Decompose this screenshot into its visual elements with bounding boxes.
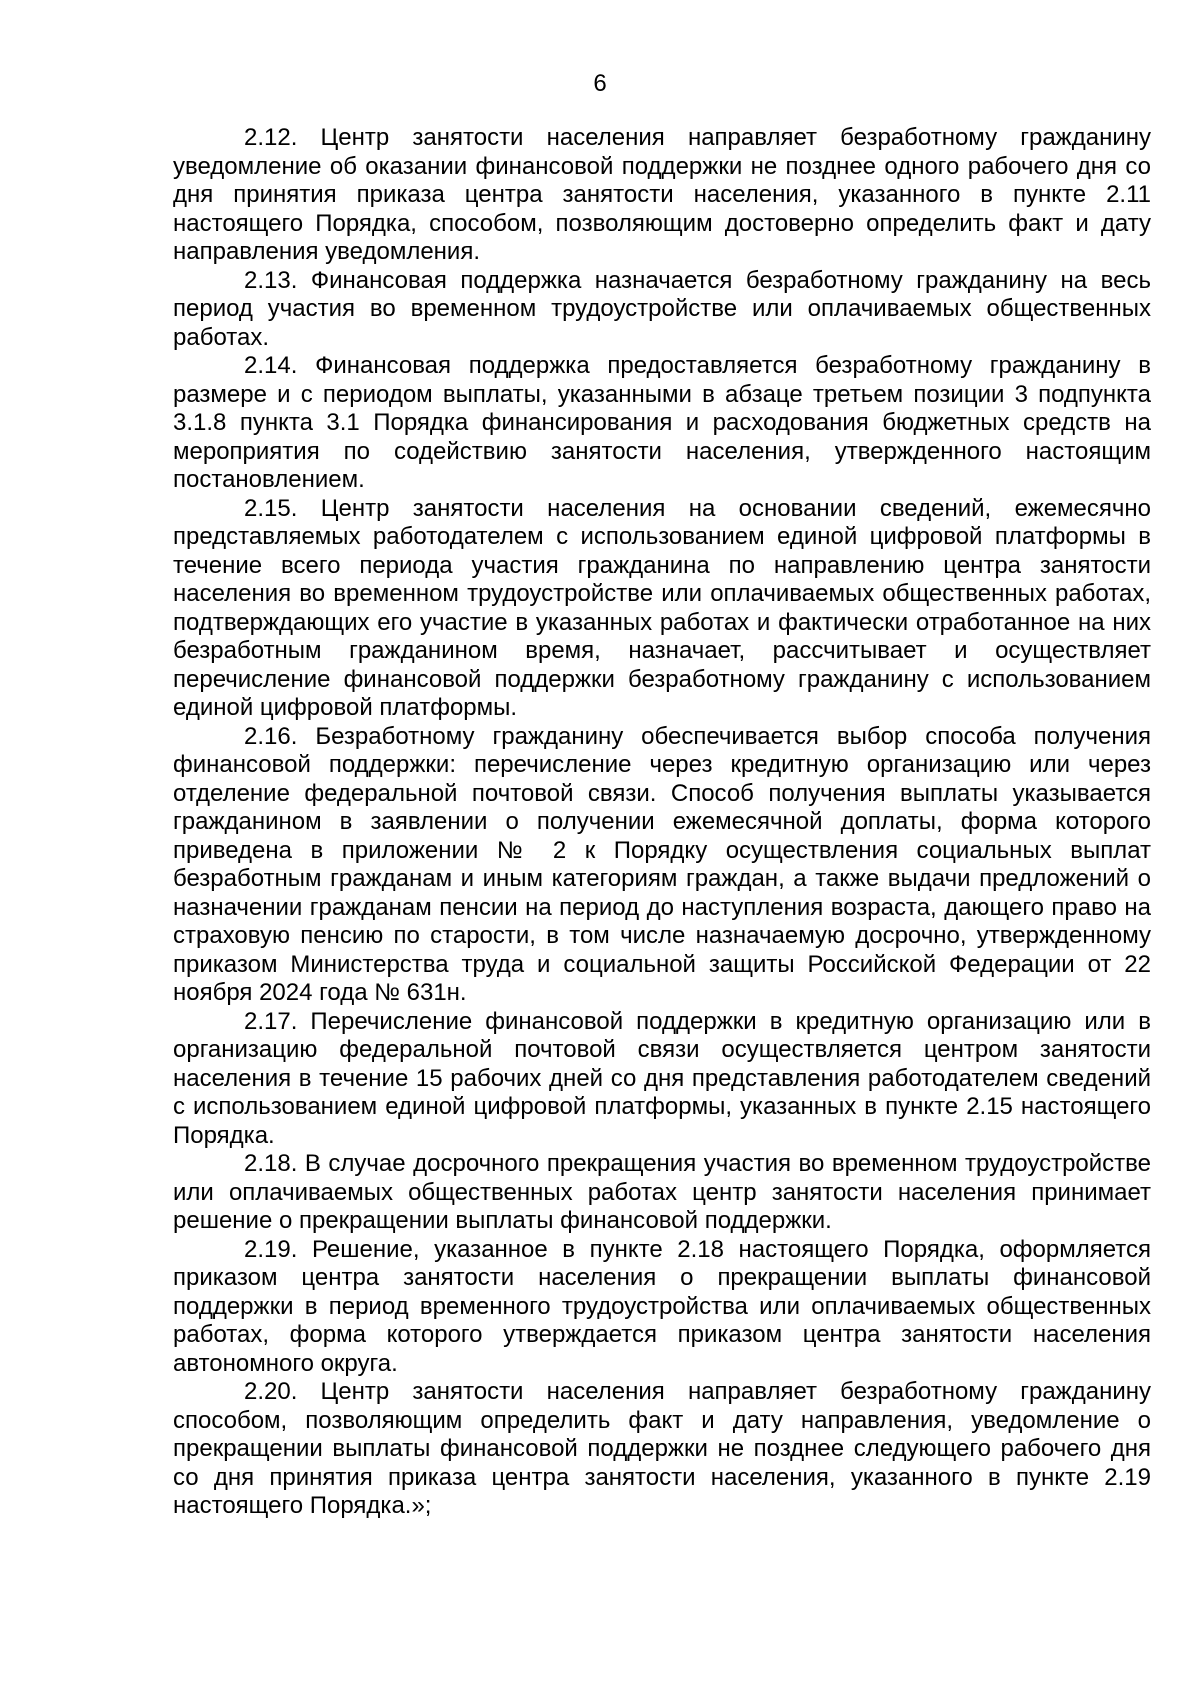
paragraph-2-13: 2.13. Финансовая поддержка назначается безработному гражданину на весь период участия во временном трудоустройстве или оплачиваемых общественных работах.: [173, 266, 1151, 351]
page-number: 6: [593, 70, 607, 97]
document-body: [173, 124, 1151, 1521]
paragraph-2-14: 2.14. Финансовая поддержка предоставляется безработному гражданину в размере и с периодом выплаты, указанными в абзаце третьем позиции 3 подпункта 3.1.8 пункта 3.1 Порядка финансирования и расходования бюджетных средств на мероприятия по содействию занятости населения, утвержденного настоящим постановлением.: [173, 352, 1151, 493]
paragraph-2-15: 2.15. Центр занятости населения на основании сведений, ежемесячно представляемых работодателем с использованием единой цифровой платформы в течение всего периода участия гражданина по направлению центра занятости населения во временном трудоустройстве или оплачиваемых общественных работах, подтверждающих его участие в указанных работах и фактически отработанное на них безработным гражданином время, назначает, рассчитывает и осуществляет перечисление финансовой поддержки безработному гражданину с использованием единой цифровой платформы.: [173, 494, 1151, 721]
paragraph-2-18: 2.18. В случае досрочного прекращения участия во временном трудоустройстве или оплачиваемых общественных работах центр занятости населения принимает решение о прекращении выплаты финансовой поддержки.: [173, 1150, 1151, 1234]
paragraph-2-19: 2.19. Решение, указанное в пункте 2.18 настоящего Порядка, оформляется приказом центра занятости населения о прекращении выплаты финансовой поддержки в период временного трудоустройства или оплачиваемых общественных работах, форма которого утверждается приказом центра занятости населения автономного округа.: [173, 1235, 1151, 1377]
paragraph-2-16: 2.16. Безработному гражданину обеспечивается выбор способа получения финансовой поддержки: перечисление через кредитную организацию или через отделение федеральной почтовой связи. Способ получения выплаты указывается гражданином в заявлении о получении ежемесячной доплаты, форма которого приведена в приложении № 2 к Порядку осуществления социальных выплат безработным гражданам и иным категориям граждан, а также выдачи предложений о назначении гражданам пенсии на период до наступления возраста, дающего право на страховую пенсию по старости, в том числе назначаемую досрочно, утвержденному приказом Министерства труда и социальной защиты Российской Федерации от 22 ноября 2024 года № 631н.: [173, 722, 1151, 1006]
paragraph-2-20: 2.20. Центр занятости населения направляет безработному гражданину способом, позволяющим определить факт и дату направления, уведомление о прекращении выплаты финансовой поддержки не позднее следующего рабочего дня со дня принятия приказа центра занятости населения, указанного в пункте 2.19 настоящего Порядка.»;: [173, 1378, 1151, 1519]
paragraph-2-12: 2.12. Центр занятости населения направляет безработному гражданину уведомление об оказании финансовой поддержки не позднее одного рабочего дня со дня принятия приказа центра занятости населения, указанного в пункте 2.11 настоящего Порядка, способом, позволяющим достоверно определить факт и дату направления уведомления.: [173, 124, 1151, 265]
paragraph-2-17: 2.17. Перечисление финансовой поддержки в кредитную организацию или в организацию федеральной почтовой связи осуществляется центром занятости населения в течение 15 рабочих дней со дня представления работодателем сведений с использованием единой цифровой платформы, указанных в пункте 2.15 настоящего Порядка.: [173, 1007, 1151, 1149]
